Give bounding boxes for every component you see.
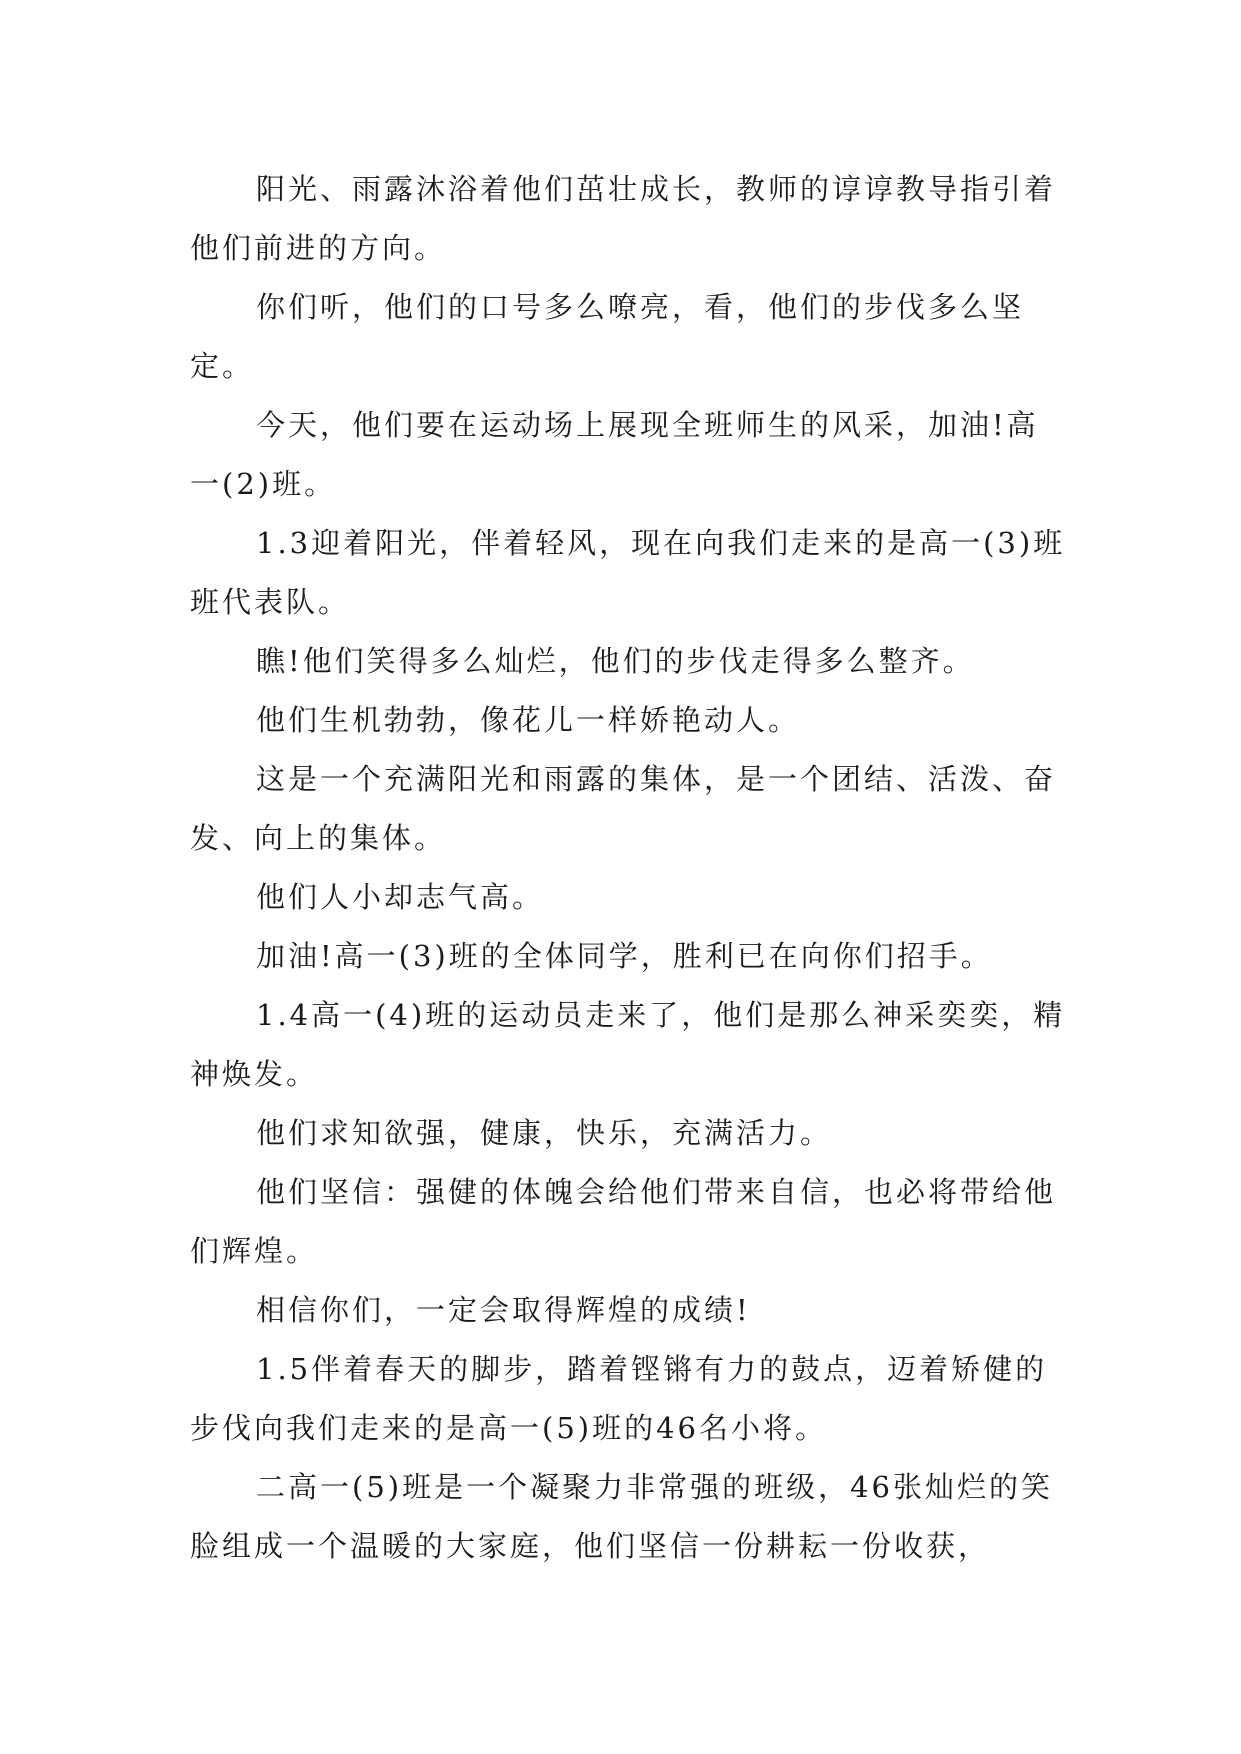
paragraph: 加油!高一(3)班的全体同学，胜利已在向你们招手。 [256, 939, 993, 973]
paragraph: 这是一个充满阳光和雨露的集体，是一个团结、活泼、奋发、向上的集体。 [190, 762, 1057, 855]
paragraph: 他们人小却志气高。 [256, 880, 545, 914]
paragraph: 1.5伴着春天的脚步，踏着铿锵有力的鼓点，迈着矫健的步伐向我们走来的是高一(5)班的46名小将。 [190, 1352, 1048, 1445]
paragraph: 1.4高一(4)班的运动员走来了，他们是那么神采奕奕，精神焕发。 [190, 998, 1066, 1091]
paragraph: 他们求知欲强，健康，快乐，充满活力。 [256, 1116, 833, 1150]
paragraph: 瞧!他们笑得多么灿烂，他们的步伐走得多么整齐。 [256, 644, 975, 678]
paragraph: 你们听，他们的口号多么嘹亮，看，他们的步伐多么坚定。 [190, 290, 1025, 383]
paragraph: 相信你们，一定会取得辉煌的成绩! [256, 1293, 751, 1327]
paragraph: 阳光、雨露沐浴着他们茁壮成长，教师的谆谆教导指引着他们前进的方向。 [190, 172, 1057, 265]
paragraph: 二高一(5)班是一个凝聚力非常强的班级，46张灿烂的笑脸组成一个温暖的大家庭，他们坚信一份耕耘一份收获， [190, 1470, 1053, 1563]
paragraph: 他们坚信：强健的体魄会给他们带来自信，也必将带给他们辉煌。 [190, 1175, 1057, 1268]
paragraph: 1.3迎着阳光，伴着轻风，现在向我们走来的是高一(3)班班代表队。 [190, 526, 1066, 619]
paragraph: 今天，他们要在运动场上展现全班师生的风采，加油!高一(2)班。 [190, 408, 1039, 501]
document-body [190, 160, 1070, 1576]
paragraph: 他们生机勃勃，像花儿一样娇艳动人。 [256, 703, 801, 737]
